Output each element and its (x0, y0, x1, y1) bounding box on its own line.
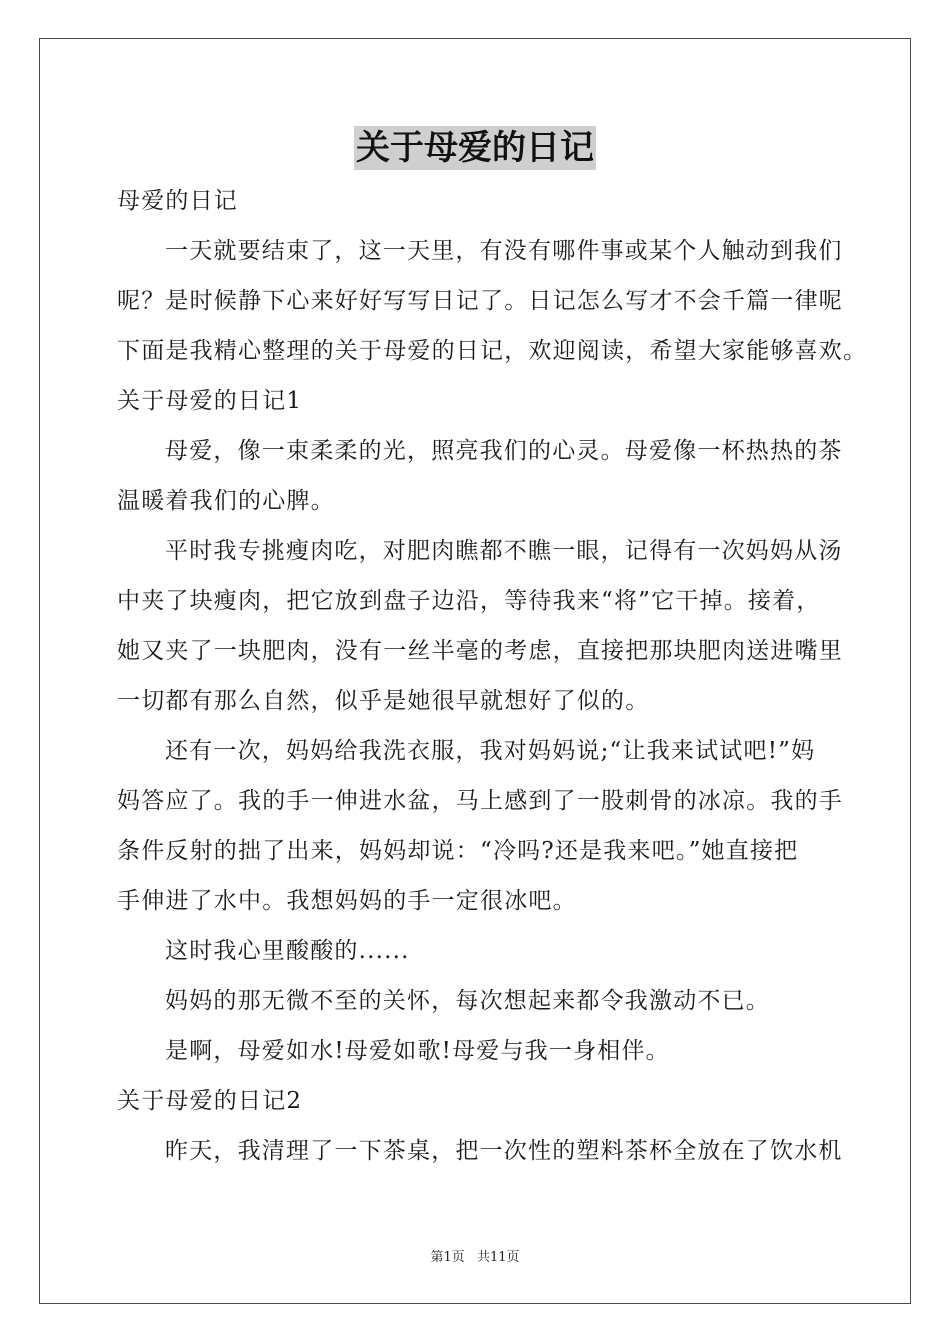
text-line: 条件反射的拙了出来，妈妈却说：“冷吗?还是我来吧。”她直接把 (117, 838, 799, 864)
document-title: 关于母爱的日记 (356, 128, 594, 168)
title-wrap (0, 126, 950, 170)
text-line: 母爱的日记 (117, 188, 238, 214)
text-line: 关于母爱的日记2 (117, 1088, 303, 1114)
text-line: 平时我专挑瘦肉吃，对肥肉瞧都不瞧一眼，记得有一次妈妈从汤 (165, 538, 843, 564)
text-line: 一天就要结束了，这一天里，有没有哪件事或某个人触动到我们 (165, 238, 843, 264)
text-line: 她又夹了一块肥肉，没有一丝半毫的考虑，直接把那块肥肉送进嘴里 (117, 638, 843, 664)
text-line: 还有一次，妈妈给我洗衣服，我对妈妈说;“让我来试试吧!”妈 (165, 738, 816, 764)
text-line: 是啊，母爱如水!母爱如歌!母爱与我一身相伴。 (165, 1038, 670, 1064)
text-line: 妈答应了。我的手一伸进水盆，马上感到了一股刺骨的冰凉。我的手 (117, 788, 843, 814)
page-footer (0, 1246, 950, 1265)
text-line: 这时我心里酸酸的...... (165, 938, 410, 964)
text-line: 母爱，像一束柔柔的光，照亮我们的心灵。母爱像一杯热热的茶 (165, 438, 843, 464)
page-number: 第1页 (430, 1250, 465, 1265)
text-line: 关于母爱的日记1 (117, 388, 303, 414)
text-line: 中夹了块瘦肉，把它放到盘子边沿，等待我来“将”它干掉。接着， (117, 588, 821, 614)
document-body (117, 176, 868, 1176)
text-line: 手伸进了水中。我想妈妈的手一定很冰吧。 (117, 888, 577, 914)
text-line: 妈妈的那无微不至的关怀，每次想起来都令我激动不已。 (165, 988, 770, 1014)
text-line: 一切都有那么自然，似乎是她很早就想好了似的。 (117, 688, 650, 714)
text-line: 呢？是时候静下心来好好写写日记了。日记怎么写才不会千篇一律呢 (117, 288, 843, 314)
text-line: 温暖着我们的心脾。 (117, 488, 335, 514)
text-line: 下面是我精心整理的关于母爱的日记，欢迎阅读，希望大家能够喜欢。 (117, 338, 868, 364)
page-total: 共11页 (476, 1250, 520, 1265)
text-line: 昨天，我清理了一下茶桌，把一次性的塑料茶杯全放在了饮水机 (165, 1138, 843, 1164)
